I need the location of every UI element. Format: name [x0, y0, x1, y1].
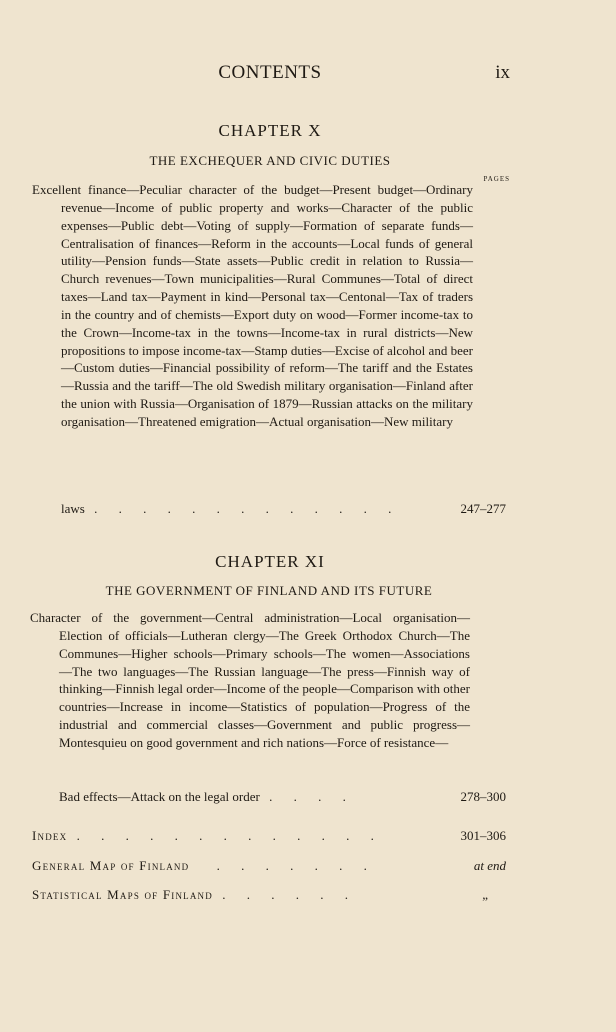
- chapter-10-last-line: [61, 501, 506, 521]
- running-head: [0, 62, 616, 86]
- chapter-11-leader: . . . .: [269, 789, 355, 804]
- toc-entry-label: General Map of Finland: [32, 858, 190, 873]
- chapter-11-last-line-text: Bad effects—Attack on the legal order: [59, 789, 260, 804]
- chapter-10-summary: [32, 181, 473, 431]
- running-title: CONTENTS: [218, 62, 322, 83]
- pages-column-label: PAGES: [483, 175, 510, 183]
- toc-entry-label: Index: [32, 828, 68, 843]
- chapter-11-summary-text: Character of the government—Central administration—Local organisation—Election of officials—Lutheran clergy—The Greek Orthodox Church—The Communes—Higher schools—Primary schools—The women—Associations—The two languages—The Russian language—The press—Finnish way of thinking—Finnish legal order—Income of the people—Comparison with other countries—Increase in income—Statistics of population—Progress of the industrial and commercial classes—Government and public progress—Montesquieu on good government and rich nations—Force of resistance—: [30, 610, 470, 750]
- toc-entry-general-map[interactable]: [32, 858, 506, 878]
- chapter-11-last-line: [59, 789, 506, 809]
- toc-entry-ref: „: [482, 887, 488, 902]
- toc-entry-label: Statistical Maps of Finland: [32, 887, 213, 902]
- chapter-10-leader: . . . . . . . . . . . . .: [94, 501, 401, 516]
- chapter-10-subtitle: THE EXCHEQUER AND CIVIC DUTIES: [149, 153, 391, 168]
- toc-entry-ref: at end: [473, 858, 506, 873]
- toc-entry-ref: 301–306: [460, 828, 506, 843]
- chapter-11-summary: [30, 609, 470, 752]
- toc-entry-leader: . . . . . . .: [216, 858, 376, 873]
- chapter-11-pages: 278–300: [460, 789, 506, 804]
- toc-entry-statistical-maps[interactable]: [32, 887, 506, 907]
- toc-entry-leader: . . . . . .: [222, 887, 357, 902]
- chapter-10-summary-text: Excellent finance—Peculiar character of the budget—Present budget—Ordinary revenue—Income of public property and works—Character of the public expenses—Public debt—Voting of supply—Formation of separate funds—Centralisation of finances—Reform in the accounts—Local funds of general utility—Pension funds—State assets—Public credit in relation to Russia—Church revenues—Town municipalities—Rural Communes—Total of direct taxes—Land tax—Payment in kind—Personal tax—Centonal—Tax of traders in the country and of chemists—Export duty on wood—Former income-tax to the Crown—Income-tax in the towns—Income-tax in rural districts—New propositions to impose income-tax—Stamp duties—Excise of alcohol and beer—Custom duties—Financial possibility of reform—The tariff and the Estates—Russia and the tariff—The old Swedish military organisation—Finland after the union with Russia—Organisation of 1879—Russian attacks on the military organisation—Threatened emigration—Actual organisation—New military: [32, 182, 473, 429]
- page-number: ix: [495, 62, 510, 83]
- chapter-11-subtitle: THE GOVERNMENT OF FINLAND AND ITS FUTURE: [105, 583, 433, 598]
- toc-entry-index[interactable]: [32, 828, 506, 848]
- chapter-11-heading: CHAPTER XI: [215, 552, 325, 571]
- toc-entry-leader: . . . . . . . . . . . . .: [76, 828, 383, 843]
- chapter-10-heading: CHAPTER X: [218, 121, 322, 140]
- chapter-10-pages: 247–277: [460, 501, 506, 516]
- chapter-10-last-line-text: laws: [61, 501, 85, 516]
